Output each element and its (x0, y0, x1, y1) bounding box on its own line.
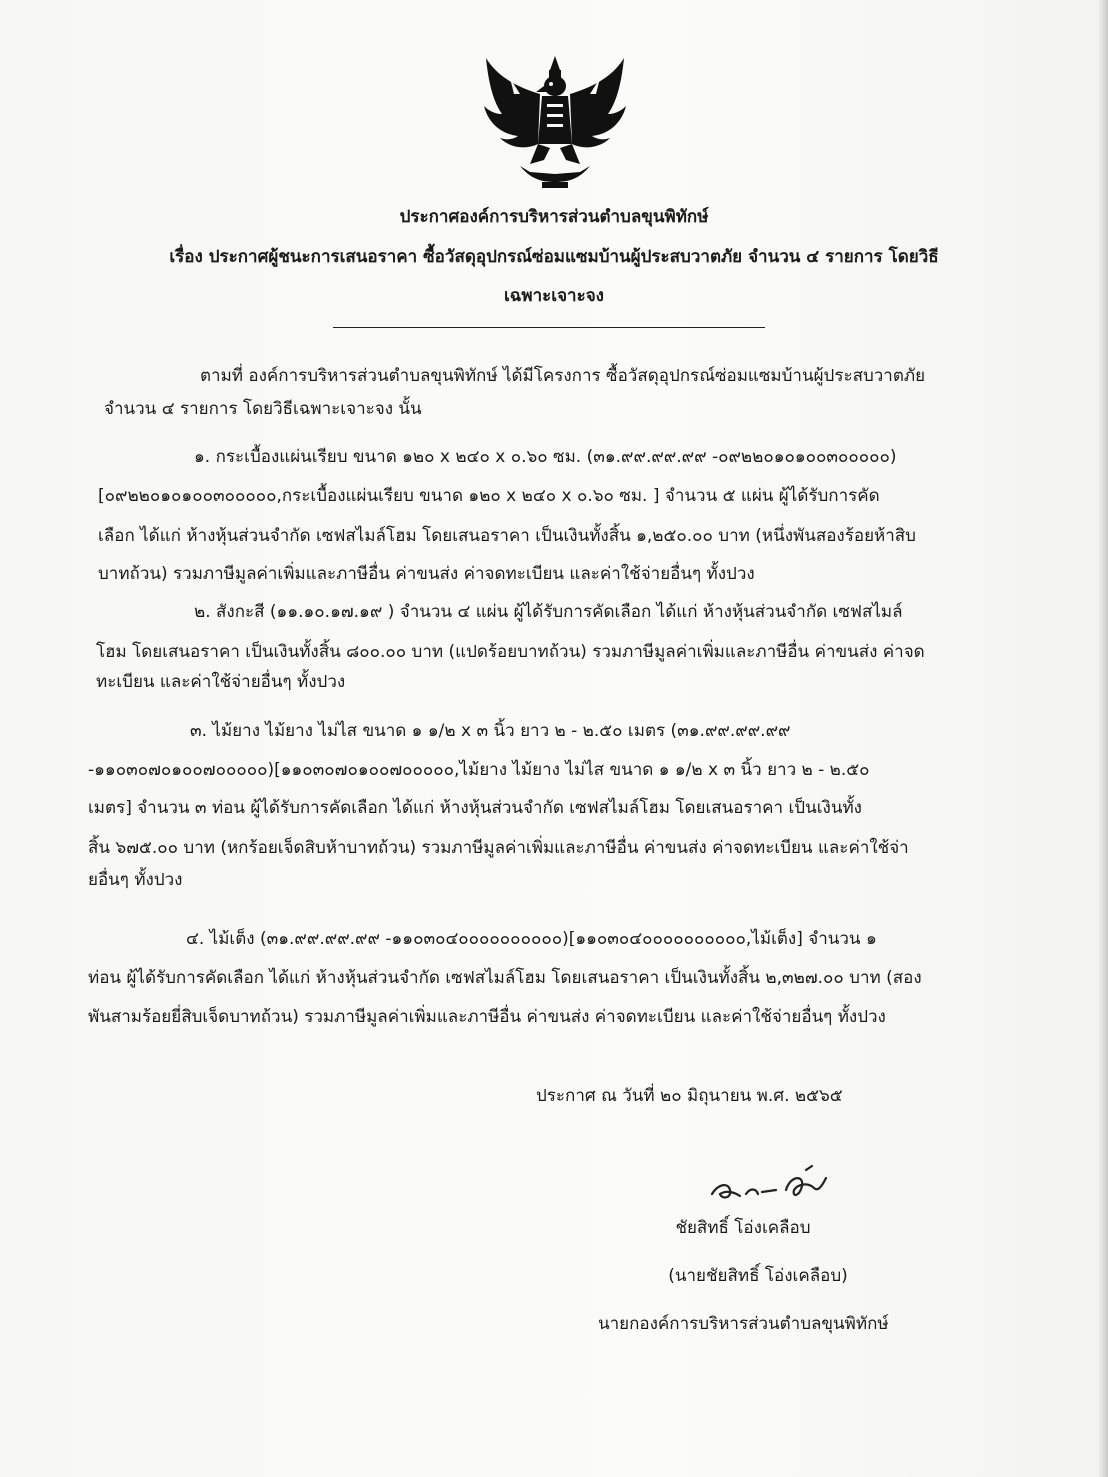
item-4-line-1: ๔. ไม้เต็ง (๓๑.๙๙.๙๙.๙๙ -๑๑๐๓๐๔๐๐๐๐๐๐๐๐๐๐)[๑๑๐๓๐๔๐๐๐๐๐๐๐๐๐๐,ไม้เต็ง] จำนวน ๑ (186, 929, 877, 949)
item-2-line-1: ๒. สังกะสี (๑๑.๑๐.๑๗.๑๙ ) จำนวน ๔ แผ่น ผู้ได้รับการคัดเลือก ได้แก่ ห้างหุ้นส่วนจำกัด เซฟสไมล์ (194, 602, 903, 622)
item-3-line-2: -๑๑๐๓๐๗๐๑๐๐๗๐๐๐๐๐)[๑๑๐๓๐๗๐๑๐๐๗๐๐๐๐๐,ไม้ยาง ไม้ยาง ไม่ไส ขนาด ๑ ๑/๒ x ๓ นิ้ว ยาว ๒ - ๒.๕๐ (88, 760, 870, 780)
page-edge-shadow (1098, 0, 1108, 1477)
item-2-line-3: ทะเบียน และค่าใช้จ่ายอื่นๆ ทั้งปวง (96, 672, 346, 692)
title-line-3: เฉพาะเจาะจง (504, 286, 604, 306)
item-3-line-1: ๓. ไม้ยาง ไม้ยาง ไม่ไส ขนาด ๑ ๑/๒ x ๓ นิ้ว ยาว ๒ - ๒.๕๐ เมตร (๓๑.๙๙.๙๙.๙๙ (190, 721, 791, 741)
item-1-line-2: [๐๙๒๒๐๑๐๑๐๐๓๐๐๐๐๐,กระเบื้องแผ่นเรียบ ขนาด ๑๒๐ x ๒๔๐ x ๐.๖๐ ซม. ] จำนวน ๕ แผ่น ผู้ได้รับการคัด (98, 486, 880, 506)
item-4-line-3: พันสามร้อยยี่สิบเจ็ดบาทถ้วน) รวมภาษีมูลค่าเพิ่มและภาษีอื่น ค่าขนส่ง ค่าจดทะเบียน และค่าใช้จ่ายอื่นๆ ทั้งปวง (88, 1007, 886, 1027)
item-1-line-4: บาทถ้วน) รวมภาษีมูลค่าเพิ่มและภาษีอื่น ค่าขนส่ง ค่าจดทะเบียน และค่าใช้จ่ายอื่นๆ ทั้งปวง (98, 564, 755, 584)
item-3-line-5: ยอื่นๆ ทั้งปวง (88, 870, 183, 890)
signature-name-parenthesized: (นายชัยสิทธิ์ โอ่งเคลือบ) (668, 1266, 848, 1286)
garuda-emblem-icon (480, 48, 630, 198)
announce-date: ประกาศ ณ วันที่ ๒๐ มิถุนายน พ.ศ. ๒๕๖๕ (536, 1086, 843, 1106)
item-1-line-1: ๑. กระเบื้องแผ่นเรียบ ขนาด ๑๒๐ x ๒๔๐ x ๐.๖๐ ซม. (๓๑.๙๙.๙๙.๙๙ -๐๙๒๒๐๑๐๑๐๐๓๐๐๐๐๐) (194, 447, 897, 467)
title-line-2: เรื่อง ประกาศผู้ชนะการเสนอราคา ซื้อวัสดุอุปกรณ์ซ่อมแซมบ้านผู้ประสบวาตภัย จำนวน ๔ รายการ โดยวิธี (169, 247, 939, 267)
item-4-line-2: ท่อน ผู้ได้รับการคัดเลือก ได้แก่ ห้างหุ้นส่วนจำกัด เซฟสไมล์โฮม โดยเสนอราคา เป็นเงินทั้งสิ้น ๒,๓๒๗.๐๐ บาท (สอง (88, 968, 922, 988)
intro-line-1: ตามที่ องค์การบริหารส่วนตำบลขุนพิทักษ์ ได้มีโครงการ ซื้อวัสดุอุปกรณ์ซ่อมแซมบ้านผู้ประสบวาตภัย (200, 366, 926, 386)
item-2-line-2: โฮม โดยเสนอราคา เป็นเงินทั้งสิ้น ๘๐๐.๐๐ บาท (แปดร้อยบาทถ้วน) รวมภาษีมูลค่าเพิ่มและภาษีอื่น ค่าขนส่ง ค่าจด (96, 642, 925, 662)
signature-position: นายกองค์การบริหารส่วนตำบลขุนพิทักษ์ (598, 1314, 889, 1334)
handwritten-signature-icon (700, 1160, 840, 1210)
item-3-line-3: เมตร] จำนวน ๓ ท่อน ผู้ได้รับการคัดเลือก ได้แก่ ห้างหุ้นส่วนจำกัด เซฟสไมล์โฮม โดยเสนอราคา เป็นเงินทั้ง (88, 798, 862, 818)
signature-name: ชัยสิทธิ์ โอ่งเคลือบ (675, 1218, 811, 1238)
intro-line-2: จำนวน ๔ รายการ โดยวิธีเฉพาะเจาะจง นั้น (104, 399, 422, 419)
item-1-line-3: เลือก ได้แก่ ห้างหุ้นส่วนจำกัด เซฟสไมล์โฮม โดยเสนอราคา เป็นเงินทั้งสิ้น ๑,๒๕๐.๐๐ บาท (หนึ่งพันสองร้อยห้าสิบ (98, 526, 916, 546)
title-divider (333, 327, 765, 328)
title-line-1: ประกาศองค์การบริหารส่วนตำบลขุนพิทักษ์ (399, 207, 709, 227)
item-3-line-4: สิ้น ๖๗๕.๐๐ บาท (หกร้อยเจ็ดสิบห้าบาทถ้วน) รวมภาษีมูลค่าเพิ่มและภาษีอื่น ค่าขนส่ง ค่าจดทะเบียน และค่าใช้จ่า (88, 838, 909, 858)
